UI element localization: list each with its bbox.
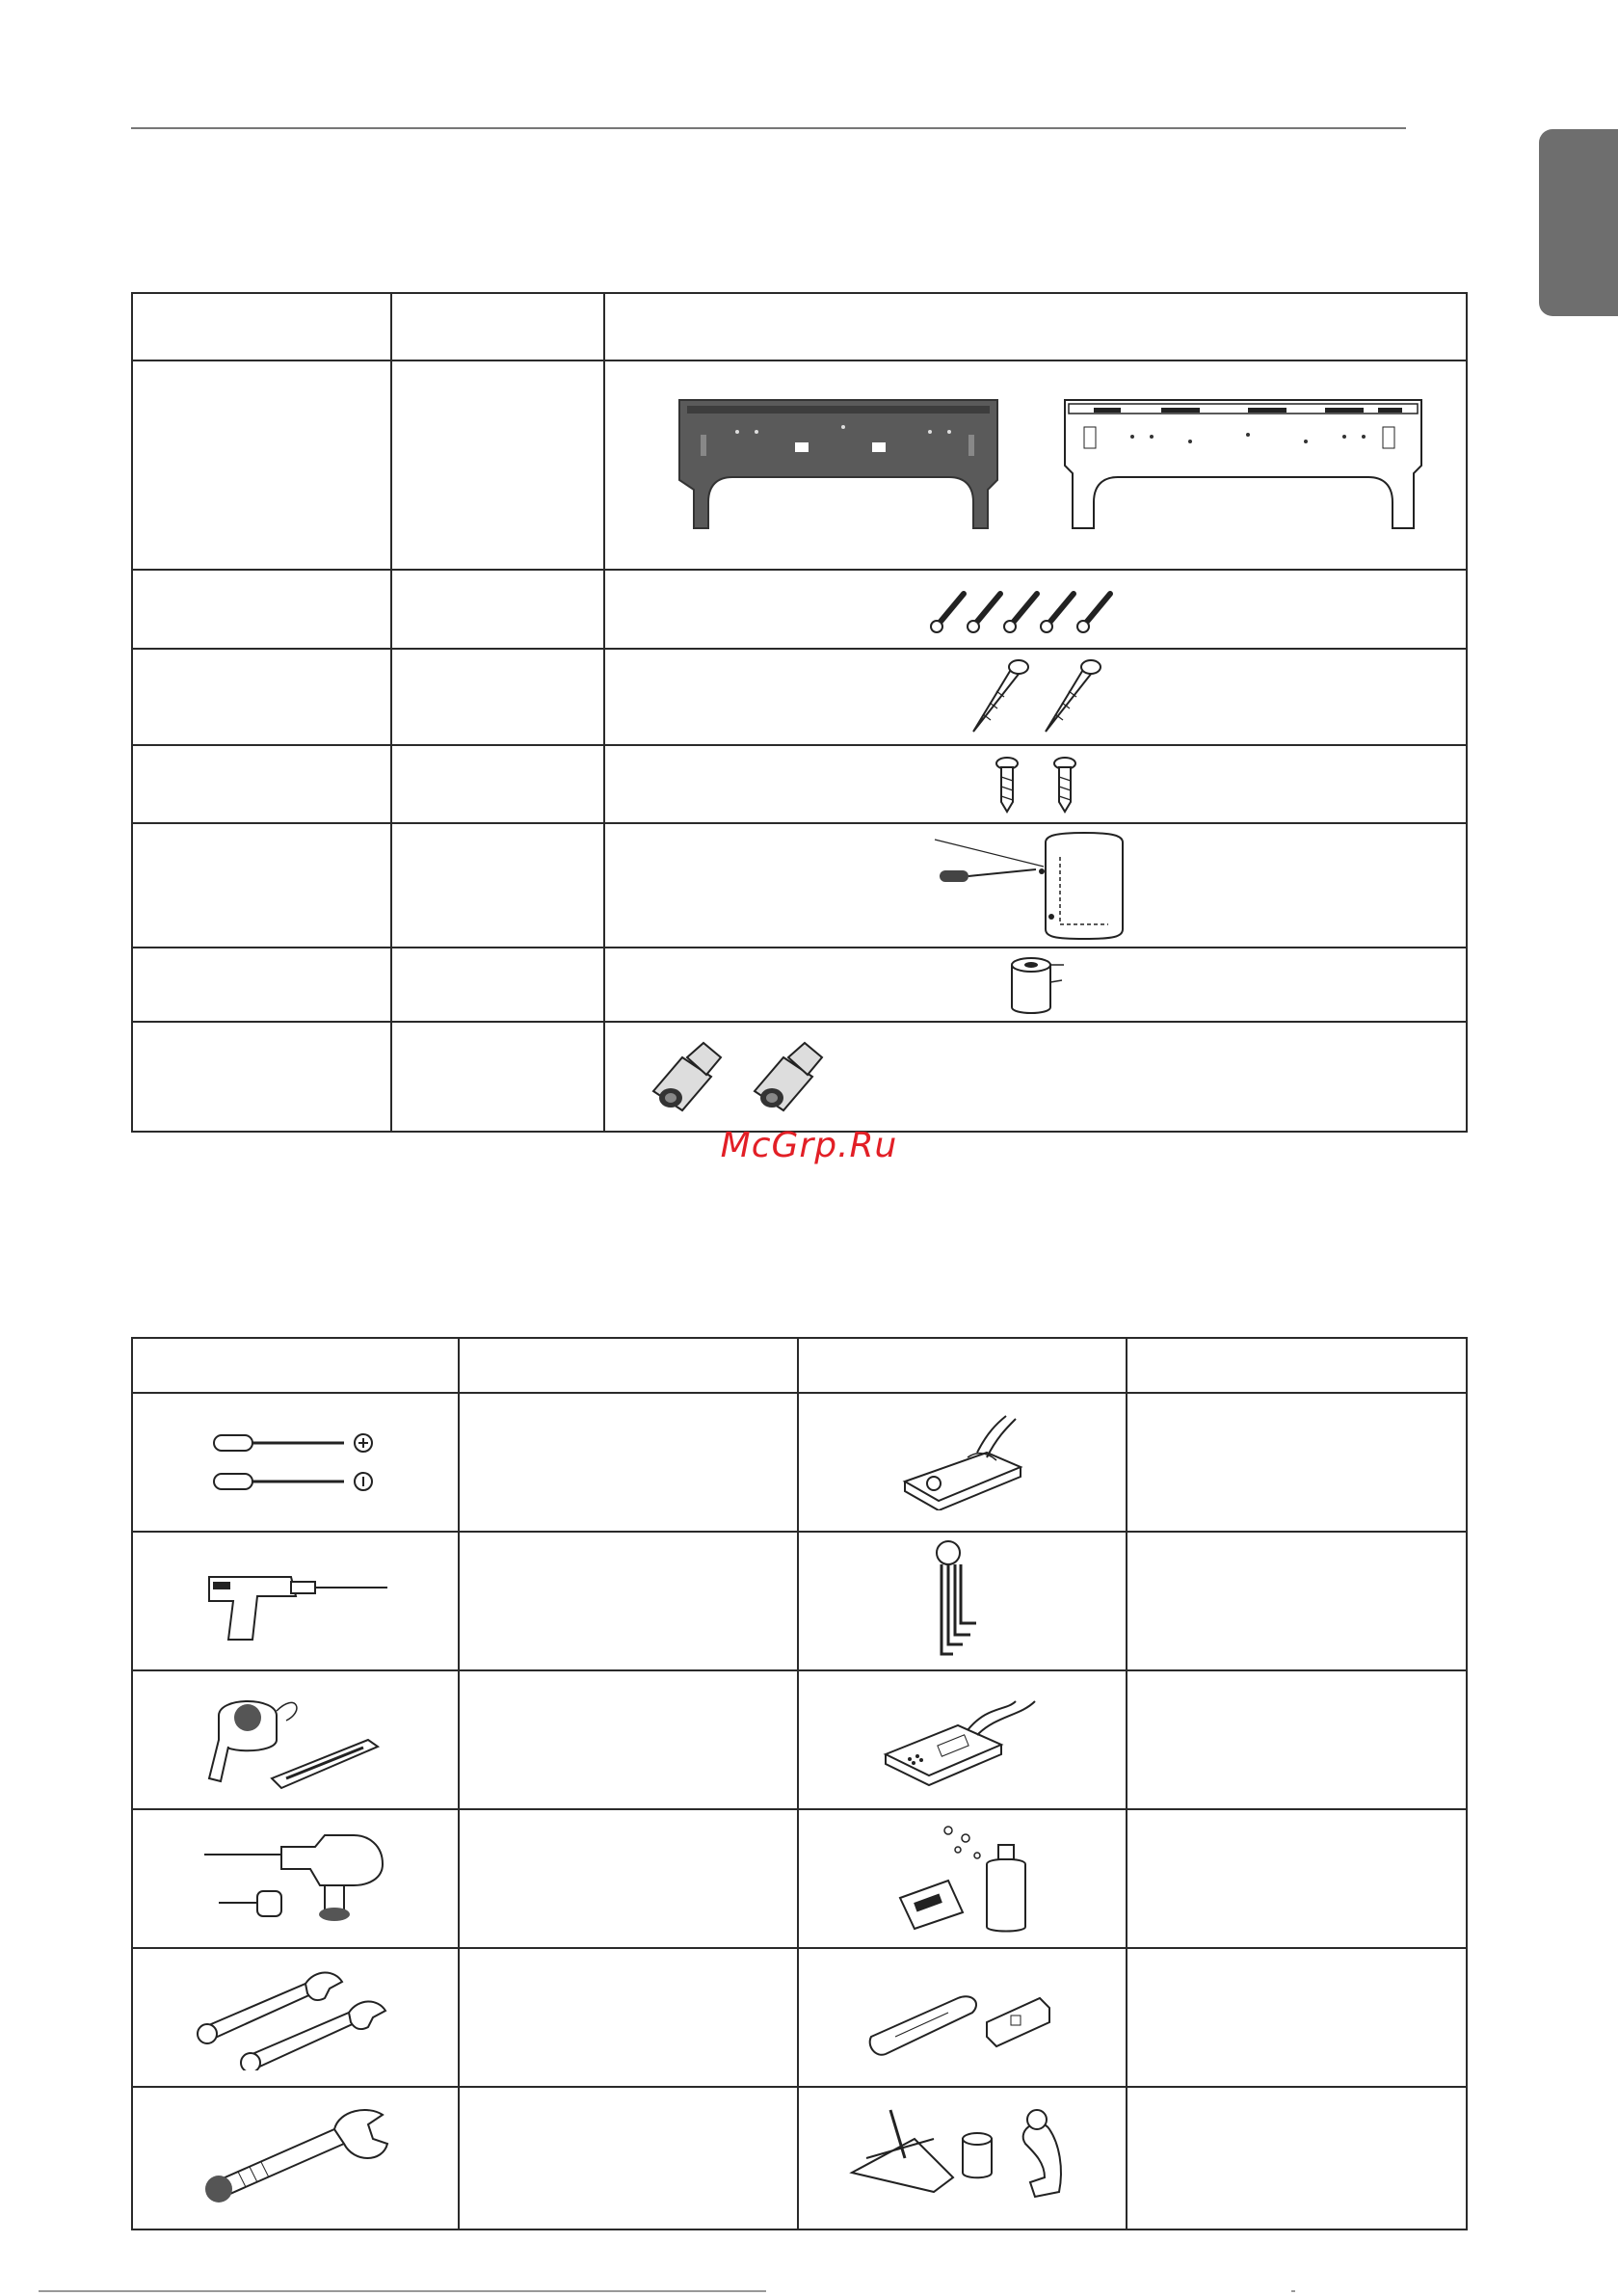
ohmmeter-icon bbox=[900, 1414, 1025, 1510]
installation-plate-icon bbox=[641, 388, 1431, 543]
table-row bbox=[132, 1022, 1467, 1132]
header-cell-tool-name-2 bbox=[798, 1338, 1127, 1393]
accessories-header-row bbox=[132, 293, 1467, 360]
table-row bbox=[132, 1809, 1467, 1948]
watermark: McGrp.Ru bbox=[720, 1126, 898, 1165]
table-row bbox=[132, 823, 1467, 948]
table-row bbox=[132, 1393, 1467, 1532]
thermometer-level-icon bbox=[866, 1969, 1059, 2066]
hammer-drill-icon bbox=[199, 1826, 392, 1932]
table-row bbox=[132, 570, 1467, 649]
tape-roll-icon bbox=[1002, 953, 1070, 1017]
installation-plate-light-icon bbox=[1065, 400, 1421, 528]
table-row bbox=[132, 1532, 1467, 1670]
table-row bbox=[132, 360, 1467, 570]
header-cell-shape bbox=[604, 293, 1467, 360]
tools-header-row bbox=[132, 1338, 1467, 1393]
table-row bbox=[132, 1948, 1467, 2087]
ammeter-icon bbox=[881, 1687, 1045, 1793]
installation-plate-dark-icon bbox=[679, 400, 997, 528]
top-rule bbox=[131, 127, 1406, 129]
long-screws-icon bbox=[959, 656, 1113, 737]
header-cell-tool-name bbox=[132, 1338, 459, 1393]
holder-icon bbox=[930, 828, 1142, 944]
flaring-tool-set-icon bbox=[847, 2100, 1078, 2216]
bottom-rule-left bbox=[39, 2290, 766, 2292]
header-cell-tool-description-2 bbox=[1127, 1338, 1467, 1393]
table-row bbox=[132, 2087, 1467, 2229]
header-cell-name bbox=[132, 293, 391, 360]
accessories-table bbox=[131, 292, 1468, 1133]
screwdrivers-icon bbox=[209, 1424, 383, 1501]
spanners-icon bbox=[190, 1964, 402, 2070]
header-cell-quantity bbox=[391, 293, 604, 360]
table-row bbox=[132, 948, 1467, 1022]
short-screws-icon bbox=[988, 754, 1084, 815]
torque-wrench-icon bbox=[199, 2100, 392, 2216]
table-row bbox=[132, 1670, 1467, 1809]
tools-table bbox=[131, 1337, 1468, 2230]
header-cell-tool-description bbox=[459, 1338, 798, 1393]
electric-drill-icon bbox=[199, 1558, 392, 1644]
measuring-tape-knife-icon bbox=[199, 1687, 392, 1793]
table-row bbox=[132, 745, 1467, 823]
language-side-tab[interactable] bbox=[1539, 129, 1618, 316]
table-row bbox=[132, 649, 1467, 745]
bottom-rule-right bbox=[1291, 2290, 1295, 2292]
union-nuts-icon bbox=[644, 1038, 856, 1115]
hex-keys-icon bbox=[924, 1538, 1001, 1664]
type-a-screws-icon bbox=[925, 580, 1147, 638]
gas-leak-detector-icon bbox=[890, 1821, 1035, 1936]
